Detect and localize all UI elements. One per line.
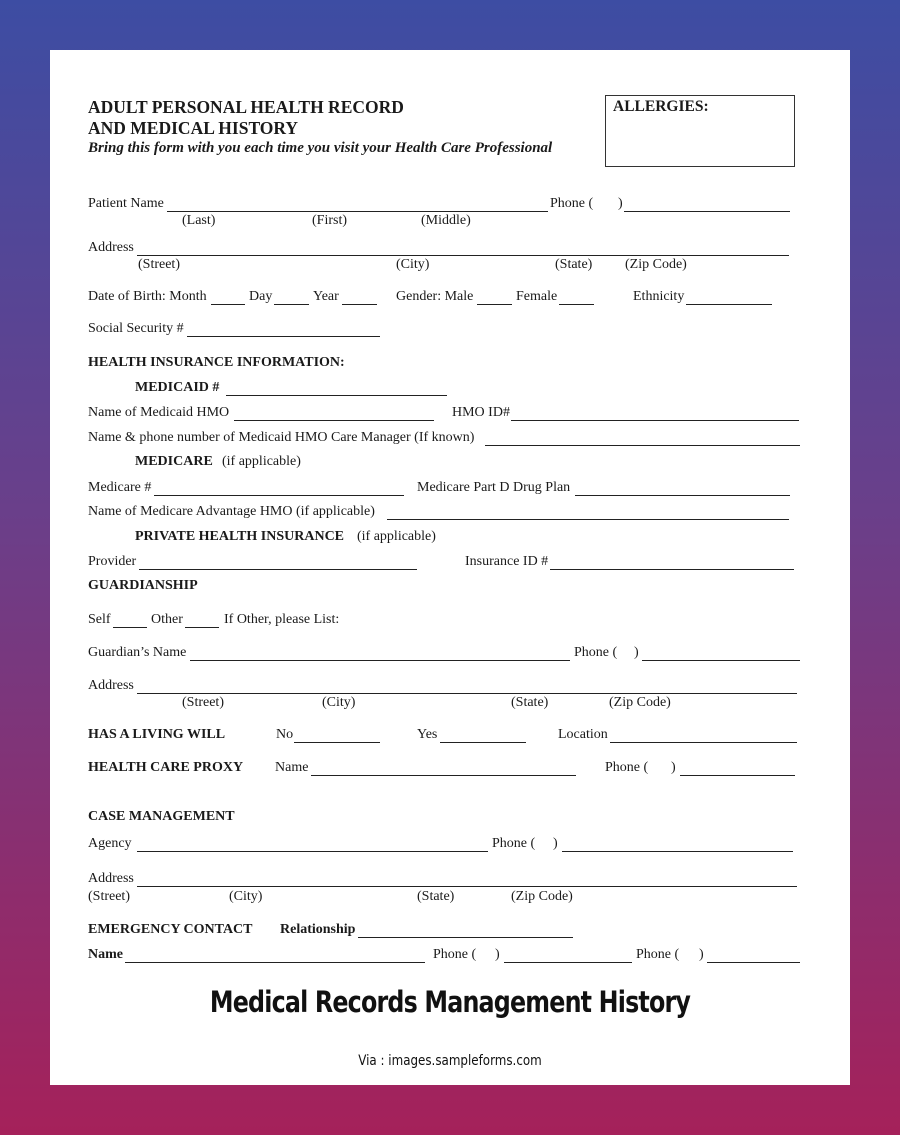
case-sub-city: (City)	[229, 889, 263, 904]
guardian-phone-close: )	[634, 645, 639, 660]
guardian-sub-state: (State)	[511, 695, 549, 710]
dob-year-field[interactable]	[342, 304, 377, 305]
ethnicity-field[interactable]	[686, 304, 772, 305]
medicaid-hmo-field[interactable]	[234, 420, 434, 421]
emergency-name-field[interactable]	[125, 962, 425, 963]
guardian-other-field[interactable]	[185, 627, 219, 628]
patient-name-field[interactable]	[167, 211, 548, 212]
medicaid-label: MEDICAID #	[135, 380, 220, 395]
sub-state: (State)	[555, 257, 593, 272]
case-management-heading: CASE MANAGEMENT	[88, 809, 235, 824]
private-insurance-label: PRIVATE HEALTH INSURANCE	[135, 529, 345, 544]
advantage-hmo-label: Name of Medicare Advantage HMO (if applicable)	[88, 504, 375, 519]
emergency-phone-close: )	[495, 947, 500, 962]
patient-phone-label: Phone (	[550, 196, 594, 211]
emergency-phone2-label: Phone (	[636, 947, 680, 962]
sub-first: (First)	[312, 213, 347, 228]
medicare-note: (if applicable)	[222, 454, 301, 469]
emergency-phone2-close: )	[699, 947, 704, 962]
proxy-name-field[interactable]	[311, 775, 576, 776]
guardian-sub-street: (Street)	[182, 695, 224, 710]
guardian-name-label: Guardian’s Name	[88, 645, 187, 660]
sub-zip: (Zip Code)	[625, 257, 687, 272]
dob-year-label: Year	[313, 289, 339, 304]
document-page	[50, 50, 850, 1085]
emergency-phone-label: Phone (	[433, 947, 477, 962]
guardianship-heading: GUARDIANSHIP	[88, 578, 198, 593]
insurance-heading: HEALTH INSURANCE INFORMATION:	[88, 355, 345, 370]
part-d-field[interactable]	[575, 495, 790, 496]
gender-male-label: Gender: Male	[396, 289, 474, 304]
advantage-hmo-field[interactable]	[387, 519, 789, 520]
allergies-box[interactable]	[605, 95, 795, 167]
guardian-address-field[interactable]	[137, 693, 797, 694]
proxy-name-label: Name	[275, 760, 309, 775]
gender-female-field[interactable]	[559, 304, 594, 305]
emergency-relationship-label: Relationship	[280, 922, 356, 937]
case-sub-zip: (Zip Code)	[511, 889, 573, 904]
ethnicity-label: Ethnicity	[633, 289, 685, 304]
guardian-phone-field[interactable]	[642, 660, 800, 661]
caption-title: Medical Records Management History	[209, 985, 691, 1019]
case-address-field[interactable]	[137, 886, 797, 887]
medicaid-hmo-label: Name of Medicaid HMO	[88, 405, 230, 420]
guardian-self-field[interactable]	[113, 627, 147, 628]
care-manager-field[interactable]	[485, 445, 800, 446]
agency-label: Agency	[88, 836, 132, 851]
insurance-id-label: Insurance ID #	[465, 554, 549, 569]
case-address-label: Address	[88, 871, 134, 886]
sub-middle: (Middle)	[421, 213, 471, 228]
proxy-heading: HEALTH CARE PROXY	[88, 760, 244, 775]
agency-field[interactable]	[137, 851, 488, 852]
patient-name-label: Patient Name	[88, 196, 164, 211]
proxy-phone-label: Phone (	[605, 760, 649, 775]
emergency-relationship-field[interactable]	[358, 937, 573, 938]
sub-city: (City)	[396, 257, 430, 272]
agency-phone-field[interactable]	[562, 851, 793, 852]
part-d-label: Medicare Part D Drug Plan	[417, 480, 571, 495]
guardian-if-other-label: If Other, please List:	[224, 612, 340, 627]
gender-male-field[interactable]	[477, 304, 512, 305]
ssn-label: Social Security #	[88, 321, 184, 336]
sub-last: (Last)	[182, 213, 216, 228]
living-will-no-field[interactable]	[294, 742, 380, 743]
ssn-field[interactable]	[187, 336, 380, 337]
emergency-phone2-field[interactable]	[707, 962, 800, 963]
medicaid-field[interactable]	[226, 395, 447, 396]
hmo-id-field[interactable]	[511, 420, 799, 421]
emergency-name-label: Name	[88, 947, 123, 962]
living-will-heading: HAS A LIVING WILL	[88, 727, 226, 742]
agency-phone-close: )	[553, 836, 558, 851]
emergency-heading: EMERGENCY CONTACT	[88, 922, 253, 937]
case-sub-state: (State)	[417, 889, 455, 904]
dob-month-label: Date of Birth: Month	[88, 289, 207, 304]
agency-phone-label: Phone (	[492, 836, 536, 851]
hmo-id-label: HMO ID#	[452, 405, 510, 420]
guardian-sub-city: (City)	[322, 695, 356, 710]
guardian-self-label: Self	[88, 612, 111, 627]
caption-source[interactable]: Via : images.sampleforms.com	[358, 1053, 542, 1069]
health-record-form	[50, 50, 850, 975]
medicare-num-label: Medicare #	[88, 480, 152, 495]
patient-phone-field[interactable]	[624, 211, 790, 212]
dob-month-field[interactable]	[211, 304, 245, 305]
guardian-name-field[interactable]	[190, 660, 570, 661]
dob-day-label: Day	[249, 289, 273, 304]
guardian-sub-zip: (Zip Code)	[609, 695, 671, 710]
form-title-line2: AND MEDICAL HISTORY	[88, 118, 299, 138]
medicare-num-field[interactable]	[154, 495, 404, 496]
dob-day-field[interactable]	[274, 304, 309, 305]
sub-street: (Street)	[138, 257, 180, 272]
gender-female-label: Female	[516, 289, 558, 304]
insurance-id-field[interactable]	[550, 569, 794, 570]
care-manager-label: Name & phone number of Medicaid HMO Care Manager (If known)	[88, 430, 475, 445]
living-will-no-label: No	[276, 727, 294, 742]
emergency-phone-field[interactable]	[504, 962, 632, 963]
proxy-phone-close: )	[671, 760, 676, 775]
guardian-other-label: Other	[151, 612, 183, 627]
form-title-line1: ADULT PERSONAL HEALTH RECORD	[88, 97, 404, 117]
patient-address-field[interactable]	[137, 255, 789, 256]
living-will-yes-label: Yes	[417, 727, 438, 742]
private-insurance-note: (if applicable)	[357, 529, 436, 544]
living-will-location-field[interactable]	[610, 742, 797, 743]
living-will-location-label: Location	[558, 727, 608, 742]
living-will-yes-field[interactable]	[440, 742, 526, 743]
allergies-label: ALLERGIES:	[613, 98, 709, 115]
case-sub-street: (Street)	[88, 889, 130, 904]
patient-address-label: Address	[88, 240, 134, 255]
provider-label: Provider	[88, 554, 137, 569]
patient-phone-close: )	[618, 196, 623, 211]
medicare-label: MEDICARE	[135, 454, 213, 469]
form-subtitle: Bring this form with you each time you visit your Health Care Professional	[88, 140, 553, 156]
provider-field[interactable]	[139, 569, 417, 570]
guardian-address-label: Address	[88, 678, 134, 693]
proxy-phone-field[interactable]	[680, 775, 795, 776]
guardian-phone-label: Phone (	[574, 645, 618, 660]
